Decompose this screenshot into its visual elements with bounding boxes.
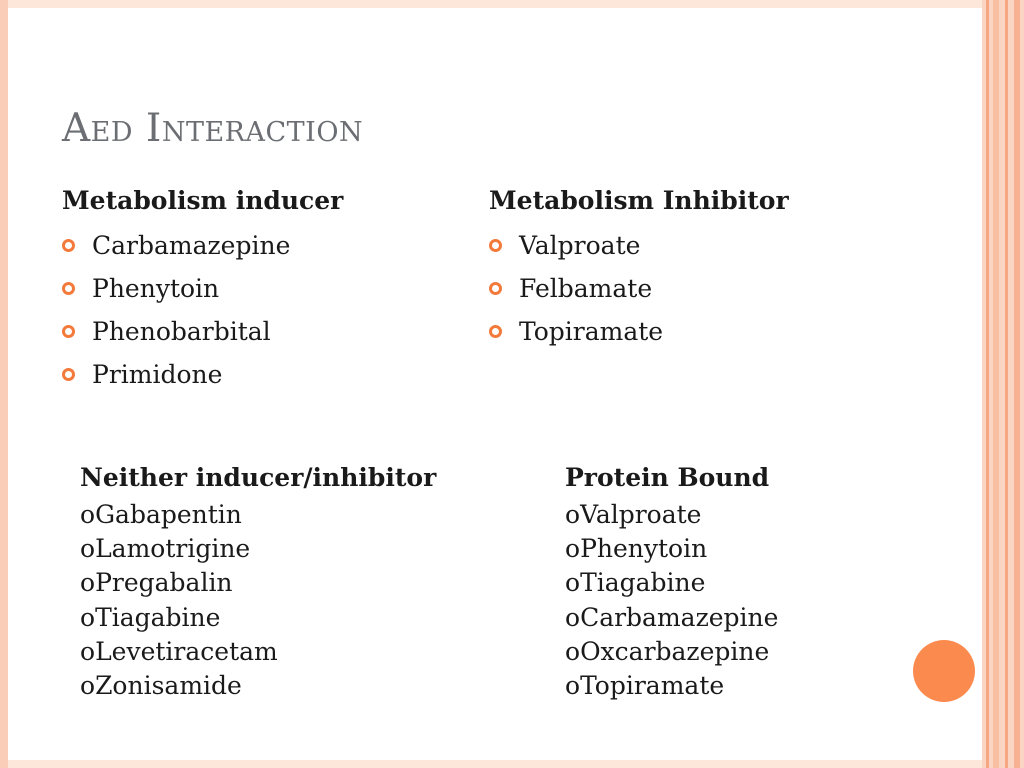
neither-heading: Neither inducer/inhibitor xyxy=(80,463,437,492)
frame-bottom-border xyxy=(8,760,982,768)
frame-top-border xyxy=(8,0,982,8)
protein-bound-list xyxy=(565,498,778,703)
list-item: oPhenytoin xyxy=(565,534,708,564)
neither-list xyxy=(80,498,278,703)
bullet-icon xyxy=(489,239,502,252)
decorative-stripe xyxy=(993,0,999,768)
list-item: oCarbamazepine xyxy=(565,602,779,632)
bullet-icon xyxy=(62,368,75,381)
list-item: oLamotrigine xyxy=(80,534,251,564)
list-item: Topiramate xyxy=(489,310,663,353)
list-item: oZonisamide xyxy=(80,671,242,701)
inhibitor-heading: Metabolism Inhibitor xyxy=(489,186,789,215)
list-item: Primidone xyxy=(62,353,290,396)
bullet-icon xyxy=(62,325,75,338)
inhibitor-list xyxy=(489,224,663,353)
list-item: Phenobarbital xyxy=(62,310,290,353)
list-item: Phenytoin xyxy=(62,267,290,310)
bullet-icon xyxy=(62,282,75,295)
list-item: Valproate xyxy=(489,224,663,267)
list-item: oValproate xyxy=(565,500,702,529)
bullet-icon xyxy=(489,325,502,338)
protein-bound-heading: Protein Bound xyxy=(565,463,770,492)
bullet-icon xyxy=(62,239,75,252)
decorative-stripe xyxy=(986,0,989,768)
list-item: oPregabalin xyxy=(80,568,233,598)
list-item: oTiagabine xyxy=(80,602,221,632)
bullet-icon xyxy=(489,282,502,295)
list-item: oGabapentin xyxy=(80,500,242,529)
list-item: oOxcarbazepine xyxy=(565,636,770,666)
list-item: Carbamazepine xyxy=(62,224,290,267)
decorative-stripe xyxy=(1014,0,1020,768)
decorative-stripe xyxy=(1005,0,1008,768)
slide-title: Aed Interaction xyxy=(62,106,364,151)
inducer-heading: Metabolism inducer xyxy=(62,186,344,215)
decorative-orange-circle xyxy=(913,640,975,702)
list-item: oTiagabine xyxy=(565,568,706,598)
frame-left-border xyxy=(0,0,8,768)
list-item: Felbamate xyxy=(489,267,663,310)
list-item: oTopiramate xyxy=(565,671,725,701)
inducer-list xyxy=(62,224,290,396)
list-item: oLevetiracetam xyxy=(80,636,278,666)
